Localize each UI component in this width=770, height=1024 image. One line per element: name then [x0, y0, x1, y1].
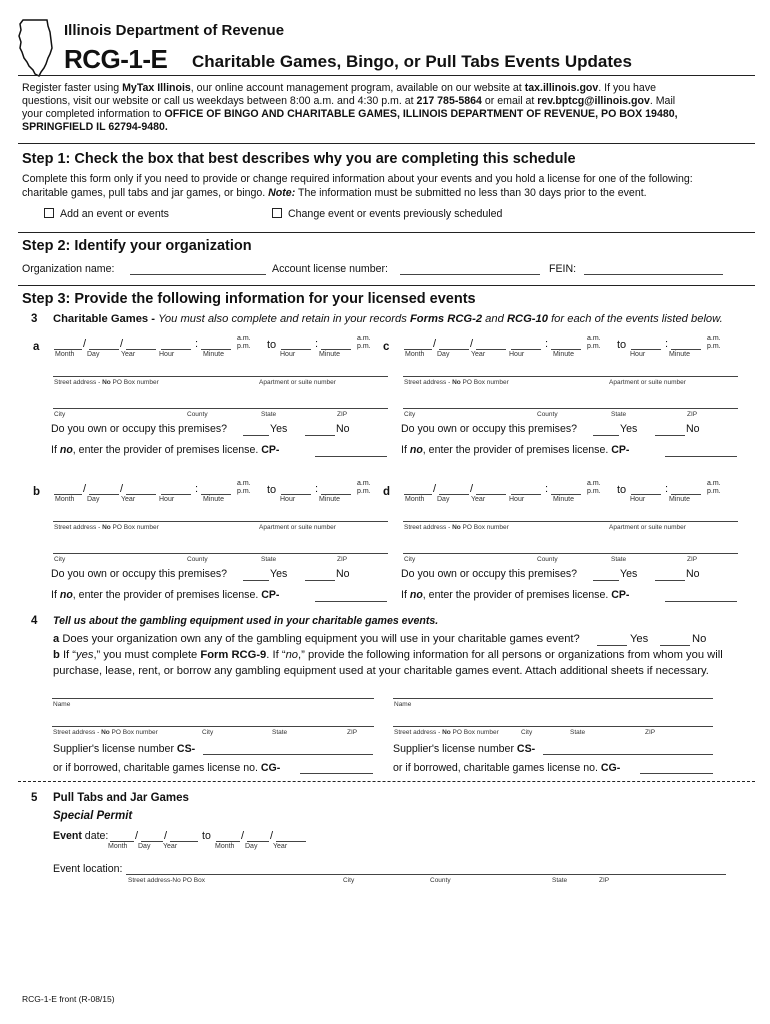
state-caption: State: [611, 556, 627, 563]
street-address-caption: Street address - No PO Box number: [54, 379, 159, 386]
start-ampm[interactable]: a.m. p.m.: [237, 480, 251, 495]
event-day-field[interactable]: [89, 494, 119, 495]
provider-license-label: If no, enter the provider of premises license. CP-: [401, 589, 630, 601]
hour-caption: Hour: [159, 496, 175, 503]
intro-line-4: SPRINGFIELD IL 62794-9480.: [22, 121, 168, 133]
day-caption: Day: [437, 351, 450, 358]
to-label: to: [617, 339, 627, 351]
date-separator: /: [433, 338, 437, 350]
own-premises-question: Do you own or occupy this premises?: [401, 423, 578, 435]
own-premises-question: Do you own or occupy this premises?: [51, 568, 228, 580]
own-premises-yes-field[interactable]: [243, 435, 269, 436]
end-minute-field[interactable]: [321, 349, 351, 350]
street-address-field[interactable]: [53, 376, 388, 377]
day-caption: Day: [245, 843, 258, 850]
start-minute-field[interactable]: [201, 349, 231, 350]
day-caption: Day: [437, 496, 450, 503]
step1-title: Step 1: Check the box that best describes why you are completing this schedule: [22, 151, 576, 167]
date-separator: /: [120, 483, 124, 495]
end-ampm[interactable]: a.m. p.m.: [357, 480, 371, 495]
start-hour-field[interactable]: [511, 494, 541, 495]
county-caption: County: [187, 411, 208, 418]
step3-title: Step 3: Provide the following information for your licensed events: [22, 291, 476, 307]
state-caption: State: [261, 411, 277, 418]
event-letter: d: [383, 486, 391, 498]
year-caption: Year: [471, 496, 486, 503]
city-state-field[interactable]: [53, 553, 388, 554]
no-label: No: [336, 568, 350, 580]
org-name-field[interactable]: [130, 274, 266, 275]
form-footer-code: RCG-1-E front (R-08/15): [22, 994, 115, 1004]
date-separator: /: [164, 830, 168, 842]
event-letter: a: [33, 341, 40, 353]
end-minute-field[interactable]: [671, 349, 701, 350]
event-month-field[interactable]: [54, 494, 82, 495]
supplier-1-cg-field[interactable]: [300, 773, 373, 774]
day-caption: Day: [138, 843, 151, 850]
supplier-1-license-field[interactable]: [203, 754, 373, 755]
section-4-title: Tell us about the gambling equipment used in your charitable games events.: [53, 615, 439, 627]
intro-line-3: your completed information to OFFICE OF BINGO AND CHARITABLE GAMES, ILLINOIS DEPARTMENT OF REVENUE, PO BOX 19480,: [22, 108, 678, 120]
start-minute-field[interactable]: [201, 494, 231, 495]
own-premises-yes-field[interactable]: [243, 580, 269, 581]
month-caption: Month: [215, 843, 235, 850]
provider-license-field[interactable]: [665, 456, 737, 457]
section-divider: [18, 781, 755, 782]
day-caption: Day: [87, 351, 100, 358]
city-caption: City: [404, 556, 416, 563]
event-block-c: [383, 333, 753, 468]
street-address-field[interactable]: [53, 521, 388, 522]
yes-label: Yes: [270, 423, 288, 435]
county-caption: County: [537, 411, 558, 418]
time-separator: :: [315, 338, 319, 350]
state-caption: State: [261, 556, 277, 563]
zip-caption: ZIP: [645, 729, 656, 736]
year-caption: Year: [471, 351, 486, 358]
provider-license-field[interactable]: [315, 601, 387, 602]
section-5-title: Pull Tabs and Jar Games: [53, 792, 189, 804]
city-state-field[interactable]: [403, 408, 738, 409]
permit-end-day-field[interactable]: [247, 841, 269, 842]
permit-to-label: to: [202, 830, 211, 842]
street-address-caption: Street address - No PO Box number: [54, 524, 159, 531]
state-caption: State: [552, 877, 568, 884]
own-premises-question: Do you own or occupy this premises?: [401, 568, 578, 580]
event-day-field[interactable]: [439, 349, 469, 350]
county-caption: County: [537, 556, 558, 563]
city-caption: City: [54, 556, 66, 563]
start-ampm[interactable]: a.m. p.m.: [587, 335, 601, 350]
supplier-2-address-field[interactable]: [393, 726, 713, 727]
supplier-2-license-field[interactable]: [543, 754, 713, 755]
event-block-b: [33, 478, 403, 613]
end-minute-field[interactable]: [671, 494, 701, 495]
permit-start-day-field[interactable]: [141, 841, 163, 842]
minute-caption: Minute: [669, 351, 691, 358]
provider-license-label: If no, enter the provider of premises license. CP-: [51, 589, 280, 601]
start-hour-field[interactable]: [511, 349, 541, 350]
rule-step2: [18, 232, 755, 233]
street-caption: Street address-No PO Box: [128, 877, 205, 884]
minute-caption: Minute: [203, 351, 225, 358]
apartment-caption: Apartment or suite number: [259, 379, 336, 386]
month-caption: Month: [405, 496, 425, 503]
special-permit-heading: Special Permit: [53, 810, 133, 822]
own-premises-no-field[interactable]: [305, 580, 335, 581]
apartment-caption: Apartment or suite number: [609, 524, 686, 531]
date-separator: /: [83, 338, 87, 350]
year-caption: Year: [121, 351, 136, 358]
provider-license-label: If no, enter the provider of premises license. CP-: [401, 444, 630, 456]
state-caption: State: [570, 729, 586, 736]
hour-caption: Hour: [159, 351, 175, 358]
department-name: Illinois Department of Revenue: [64, 22, 285, 39]
zip-caption: ZIP: [687, 411, 698, 418]
event-month-field[interactable]: [404, 494, 432, 495]
start-ampm[interactable]: a.m. p.m.: [237, 335, 251, 350]
illinois-state-outline-icon: [17, 18, 55, 78]
own-premises-yes-field[interactable]: [593, 435, 619, 436]
end-hour-field[interactable]: [281, 349, 311, 350]
charitable-games-instruction: Charitable Games - You must also complete and retain in your records Forms RCG-2 and RCG-10 for each of the events listed below.: [53, 313, 723, 325]
year-caption: Year: [163, 843, 178, 850]
intro-line-1: Register faster using MyTax Illinois, our online account management program, available on our website at tax.illinois.gov. If you have: [22, 82, 657, 94]
time-separator: :: [665, 483, 669, 495]
event-date-label: Event date:: [53, 830, 109, 842]
own-equipment-yes-field[interactable]: [597, 645, 627, 646]
end-ampm[interactable]: a.m. p.m.: [707, 335, 721, 350]
event-year-field[interactable]: [476, 349, 506, 350]
minute-caption: Minute: [203, 496, 225, 503]
event-location-field[interactable]: [126, 874, 726, 875]
start-hour-field[interactable]: [161, 349, 191, 350]
checkbox-box-icon[interactable]: [44, 208, 54, 218]
city-caption: City: [404, 411, 416, 418]
zip-caption: ZIP: [687, 556, 698, 563]
supplier-1-license-label: Supplier's license number CS-: [53, 743, 196, 755]
county-caption: County: [187, 556, 208, 563]
own-equipment-yes-label: Yes: [630, 633, 649, 645]
permit-start-year-field[interactable]: [170, 841, 198, 842]
header-rule: [18, 75, 755, 76]
city-caption: City: [202, 729, 214, 736]
event-block-d: [383, 478, 753, 613]
date-separator: /: [135, 830, 139, 842]
zip-caption: ZIP: [347, 729, 358, 736]
address-caption: Street address - No PO Box number: [53, 729, 158, 736]
date-separator: /: [470, 483, 474, 495]
no-label: No: [686, 423, 700, 435]
end-hour-field[interactable]: [631, 349, 661, 350]
supplier-1-borrowed-label: or if borrowed, charitable games license no. CG-: [53, 762, 281, 774]
no-label: No: [686, 568, 700, 580]
event-month-field[interactable]: [404, 349, 432, 350]
end-ampm[interactable]: a.m. p.m.: [707, 480, 721, 495]
hour-caption: Hour: [630, 496, 646, 503]
event-letter: b: [33, 486, 41, 498]
account-number-field[interactable]: [400, 274, 540, 275]
rule-step3: [18, 285, 755, 286]
hour-caption: Hour: [280, 496, 296, 503]
supplier-2-name-field[interactable]: [393, 698, 713, 699]
event-year-field[interactable]: [126, 349, 156, 350]
form-title: Charitable Games, Bingo, or Pull Tabs Events Updates: [192, 52, 632, 71]
apartment-caption: Apartment or suite number: [259, 524, 336, 531]
city-caption: City: [343, 877, 355, 884]
date-separator: /: [470, 338, 474, 350]
hour-caption: Hour: [509, 351, 525, 358]
section-4-question-a: a Does your organization own any of the gambling equipment you will use in your charitable games event?: [53, 633, 580, 645]
yes-label: Yes: [620, 568, 638, 580]
hour-caption: Hour: [509, 496, 525, 503]
yes-label: Yes: [270, 568, 288, 580]
org-name-label: Organization name:: [22, 263, 115, 275]
date-separator: /: [433, 483, 437, 495]
fein-field[interactable]: [584, 274, 723, 275]
street-address-field[interactable]: [403, 376, 738, 377]
account-number-label: Account license number:: [272, 263, 389, 275]
supplier-1-address-field[interactable]: [52, 726, 374, 727]
own-equipment-no-label: No: [692, 633, 707, 645]
city-state-field[interactable]: [53, 408, 388, 409]
section-4-question-b: b If “yes,” you must complete Form RCG-9. If “no,” provide the following information for all persons or organizations from whom you will: [53, 649, 723, 661]
supplier-1-name-field[interactable]: [52, 698, 374, 699]
own-equipment-no-field[interactable]: [660, 645, 690, 646]
provider-license-label: If no, enter the provider of premises license. CP-: [51, 444, 280, 456]
date-separator: /: [241, 830, 245, 842]
provider-license-field[interactable]: [315, 456, 387, 457]
street-address-field[interactable]: [403, 521, 738, 522]
county-caption: County: [430, 877, 451, 884]
city-caption: City: [54, 411, 66, 418]
zip-caption: ZIP: [599, 877, 610, 884]
event-day-field[interactable]: [89, 349, 119, 350]
year-caption: Year: [273, 843, 288, 850]
event-letter: c: [383, 341, 390, 353]
name-caption: Name: [53, 701, 71, 708]
start-minute-field[interactable]: [551, 349, 581, 350]
hour-caption: Hour: [630, 351, 646, 358]
section-4-number: 4: [31, 615, 38, 627]
minute-caption: Minute: [553, 496, 575, 503]
section-4-question-b-line-2: purchase, lease, rent, or borrow any gambling equipment used at your charitable games event. Attach additional sheets if necessary.: [53, 665, 709, 677]
start-hour-field[interactable]: [161, 494, 191, 495]
date-separator: /: [120, 338, 124, 350]
step1-line-2: charitable games, pull tabs and jar games, or bingo. Note: The information must be submitted no less than 30 days prior to the event.: [22, 187, 647, 199]
state-caption: State: [611, 411, 627, 418]
provider-license-field[interactable]: [665, 601, 737, 602]
end-minute-field[interactable]: [321, 494, 351, 495]
zip-caption: ZIP: [337, 556, 348, 563]
name-caption: Name: [394, 701, 412, 708]
add-event-checkbox[interactable]: Add an event or events: [44, 208, 169, 221]
minute-caption: Minute: [553, 351, 575, 358]
time-separator: :: [665, 338, 669, 350]
event-year-field[interactable]: [126, 494, 156, 495]
month-caption: Month: [108, 843, 128, 850]
yes-label: Yes: [620, 423, 638, 435]
section-3-number: 3: [31, 313, 38, 325]
end-hour-field[interactable]: [631, 494, 661, 495]
address-caption: Street address - No PO Box number: [394, 729, 499, 736]
to-label: to: [267, 339, 277, 351]
month-caption: Month: [55, 496, 75, 503]
own-premises-no-field[interactable]: [655, 435, 685, 436]
minute-caption: Minute: [319, 351, 341, 358]
section-5-number: 5: [31, 792, 38, 804]
to-label: to: [267, 484, 277, 496]
time-separator: :: [195, 338, 199, 350]
own-premises-question: Do you own or occupy this premises?: [51, 423, 228, 435]
hour-caption: Hour: [280, 351, 296, 358]
minute-caption: Minute: [319, 496, 341, 503]
no-label: No: [336, 423, 350, 435]
rule-step1: [18, 143, 755, 144]
step1-line-1: Complete this form only if you need to provide or change required information about your events and you hold a license for one of the following:: [22, 173, 693, 185]
form-id: RCG-1-E: [64, 44, 168, 74]
city-caption: City: [521, 729, 533, 736]
time-separator: :: [545, 338, 549, 350]
event-location-label: Event location:: [53, 863, 123, 875]
start-minute-field[interactable]: [551, 494, 581, 495]
own-premises-no-field[interactable]: [655, 580, 685, 581]
permit-end-month-field[interactable]: [216, 841, 240, 842]
own-premises-no-field[interactable]: [305, 435, 335, 436]
year-caption: Year: [121, 496, 136, 503]
supplier-2-borrowed-label: or if borrowed, charitable games license no. CG-: [393, 762, 621, 774]
change-event-checkbox[interactable]: Change event or events previously scheduled: [272, 208, 502, 221]
zip-caption: ZIP: [337, 411, 348, 418]
date-separator: /: [270, 830, 274, 842]
step2-title: Step 2: Identify your organization: [22, 238, 252, 254]
start-ampm[interactable]: a.m. p.m.: [587, 480, 601, 495]
month-caption: Month: [405, 351, 425, 358]
permit-end-year-field[interactable]: [276, 841, 306, 842]
street-address-caption: Street address - No PO Box number: [404, 379, 509, 386]
event-year-field[interactable]: [476, 494, 506, 495]
day-caption: Day: [87, 496, 100, 503]
event-month-field[interactable]: [54, 349, 82, 350]
street-address-caption: Street address - No PO Box number: [404, 524, 509, 531]
end-ampm[interactable]: a.m. p.m.: [357, 335, 371, 350]
event-block-a: [33, 333, 403, 468]
city-state-field[interactable]: [403, 553, 738, 554]
fein-label: FEIN:: [549, 263, 577, 275]
month-caption: Month: [55, 351, 75, 358]
time-separator: :: [315, 483, 319, 495]
supplier-2-cg-field[interactable]: [640, 773, 713, 774]
state-caption: State: [272, 729, 288, 736]
time-separator: :: [195, 483, 199, 495]
checkbox-box-icon[interactable]: [272, 208, 282, 218]
permit-start-month-field[interactable]: [110, 841, 134, 842]
minute-caption: Minute: [669, 496, 691, 503]
intro-line-2: questions, visit our website or call us weekdays between 8:00 a.m. and 4:30 p.m. at 217 785-5864 or email at rev.bptcg@illinois.gov. Mail: [22, 95, 676, 107]
end-hour-field[interactable]: [281, 494, 311, 495]
own-premises-yes-field[interactable]: [593, 580, 619, 581]
time-separator: :: [545, 483, 549, 495]
apartment-caption: Apartment or suite number: [609, 379, 686, 386]
supplier-2-license-label: Supplier's license number CS-: [393, 743, 536, 755]
event-day-field[interactable]: [439, 494, 469, 495]
to-label: to: [617, 484, 627, 496]
date-separator: /: [83, 483, 87, 495]
